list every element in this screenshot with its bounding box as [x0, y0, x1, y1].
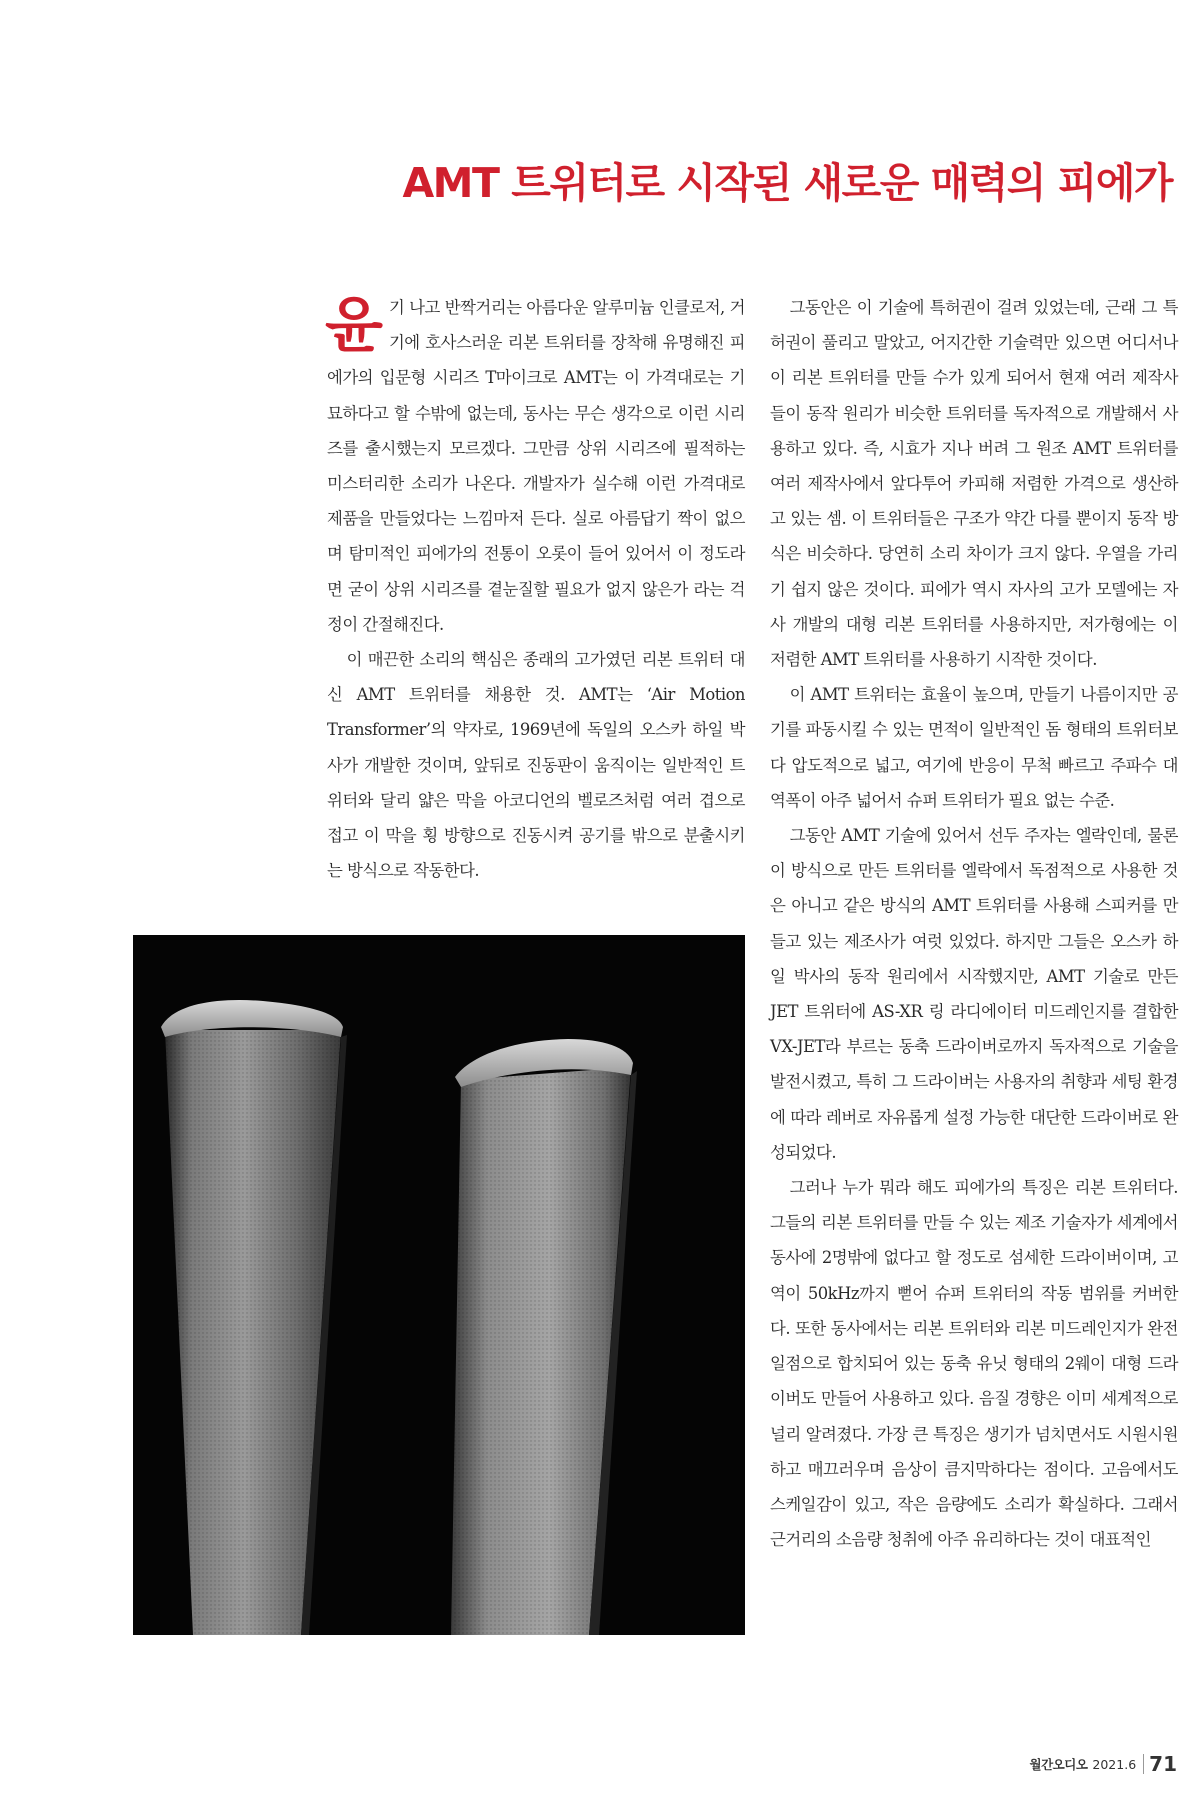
paragraph-text: 기 나고 반짝거리는 아름다운 알루미늄 인클로저, 거기에 호사스러운 리본 트위터를 장착해 유명해진 피에가의 입문형 시리즈 T마이크로 AMT는 이 가격대로는 기묘하다고 할 수밖에 없는데, 동사는 무슨 생각으로 이런 시리즈를 출시했는지 모르겠다. 그만큼 상위 시리즈에 필적하는 미스터리한 소리가 나온다. 개발자가 실수해 이런 가격대로 제품을 만들었다는 느낌마저 든다. 실로 아름답기 짝이 없으며 탐미적인 피에가의 전통이 오롯이 들어 있어서 이 정도라면 굳이 상위 시리즈를 곁눈질할 필요가 없지 않은가 라는 걱정이 간절해진다. [327, 298, 745, 634]
left-column [327, 290, 745, 888]
paragraph: 그동안 AMT 기술에 있어서 선두 주자는 엘락인데, 물론 이 방식으로 만든 트위터를 엘락에서 독점적으로 사용한 것은 아니고 같은 방식의 AMT 트위터를 사용해 스피커를 만들고 있는 제조사가 여럿 있었다. 하지만 그들은 오스카 하일 박사의 동작 원리에서 시작했지만, AMT 기술로 만든 JET 트위터에 AS-XR 링 라디에이터 미드레인지를 결합한 VX-JET라 부르는 동축 드라이버로까지 독자적으로 기술을 발전시켰고, 특히 그 드라이버는 사용자의 취향과 세팅 환경에 따라 레버로 자유롭게 설정 가능한 대단한 드라이버로 완성되었다. [770, 826, 1178, 1162]
footer-divider [1143, 1754, 1144, 1774]
paragraph [327, 290, 745, 642]
magazine-name: 월간오디오 [1029, 1757, 1088, 1772]
paragraph: 이 매끈한 소리의 핵심은 종래의 고가였던 리본 트위터 대신 AMT 트위터를 채용한 것. AMT는 ‘Air Motion Transformer’의 약자로, 1969년에 독일의 오스카 하일 박사가 개발한 것이며, 앞뒤로 진동판이 움직이는 일반적인 트위터와 달리 얇은 막을 아코디언의 벨로즈처럼 여러 겹으로 접고 이 막을 횡 방향으로 진동시켜 공기를 밖으로 분출시키는 방식으로 작동한다. [327, 650, 745, 881]
paragraph: 그동안은 이 기술에 특허권이 걸려 있었는데, 근래 그 특허권이 풀리고 말았고, 어지간한 기술력만 있으면 어디서나 이 리본 트위터를 만들 수가 있게 되어서 현재 여러 제작사들이 동작 원리가 비슷한 트위터를 독자적으로 개발해서 사용하고 있다. 즉, 시효가 지나 버려 그 원조 AMT 트위터를 여러 제작사에서 앞다투어 카피해 저렴한 가격으로 생산하고 있는 셈. 이 트위터들은 구조가 약간 다를 뿐이지 동작 방식은 비슷하다. 당연히 소리 차이가 크지 않다. 우열을 가리기 쉽지 않은 것이다. 피에가 역시 자사의 고가 모델에는 자사 개발의 대형 리본 트위터를 사용하지만, 저가형에는 이 저렴한 AMT 트위터를 사용하기 시작한 것이다. [770, 298, 1178, 670]
paragraph: 이 AMT 트위터는 효율이 높으며, 만들기 나름이지만 공기를 파동시킬 수 있는 면적이 일반적인 돔 형태의 트위터보다 압도적으로 넓고, 여기에 반응이 무척 빠르고 주파수 대역폭이 아주 넓어서 슈퍼 트위터가 필요 없는 수준. [770, 685, 1178, 810]
page-number: 71 [1149, 1752, 1177, 1776]
article-title: AMT 트위터로 시작된 새로운 매력의 피에가 [402, 159, 1172, 207]
page-footer [1030, 1752, 1177, 1776]
drop-cap: 윤 [325, 291, 383, 361]
paragraph: 그러나 누가 뭐라 해도 피에가의 특징은 리본 트위터다. 그들의 리본 트위터를 만들 수 있는 제조 기술자가 세계에서 동사에 2명밖에 없다고 할 정도로 섬세한 드라이버이며, 고역이 50kHz까지 뻗어 슈퍼 트위터의 작동 범위를 커버한다. 또한 동사에서는 리본 트위터와 리본 미드레인지가 완전 일점으로 합치되어 있는 동축 유닛 형태의 2웨이 대형 드라이버도 만들어 사용하고 있다. 음질 경향은 이미 세계적으로 널리 알려졌다. 가장 큰 특징은 생기가 넘치면서도 시원시원하고 매끄러우며 음상이 큼지막하다는 점이다. 고음에서도 스케일감이 있고, 작은 음량에도 소리가 확실하다. 그래서 근거리의 소음량 청취에 아주 유리하다는 것이 대표적인 [770, 1178, 1178, 1550]
issue-date: 2021.6 [1092, 1756, 1137, 1772]
speaker-photo [133, 935, 745, 1635]
right-column [770, 290, 1178, 1557]
